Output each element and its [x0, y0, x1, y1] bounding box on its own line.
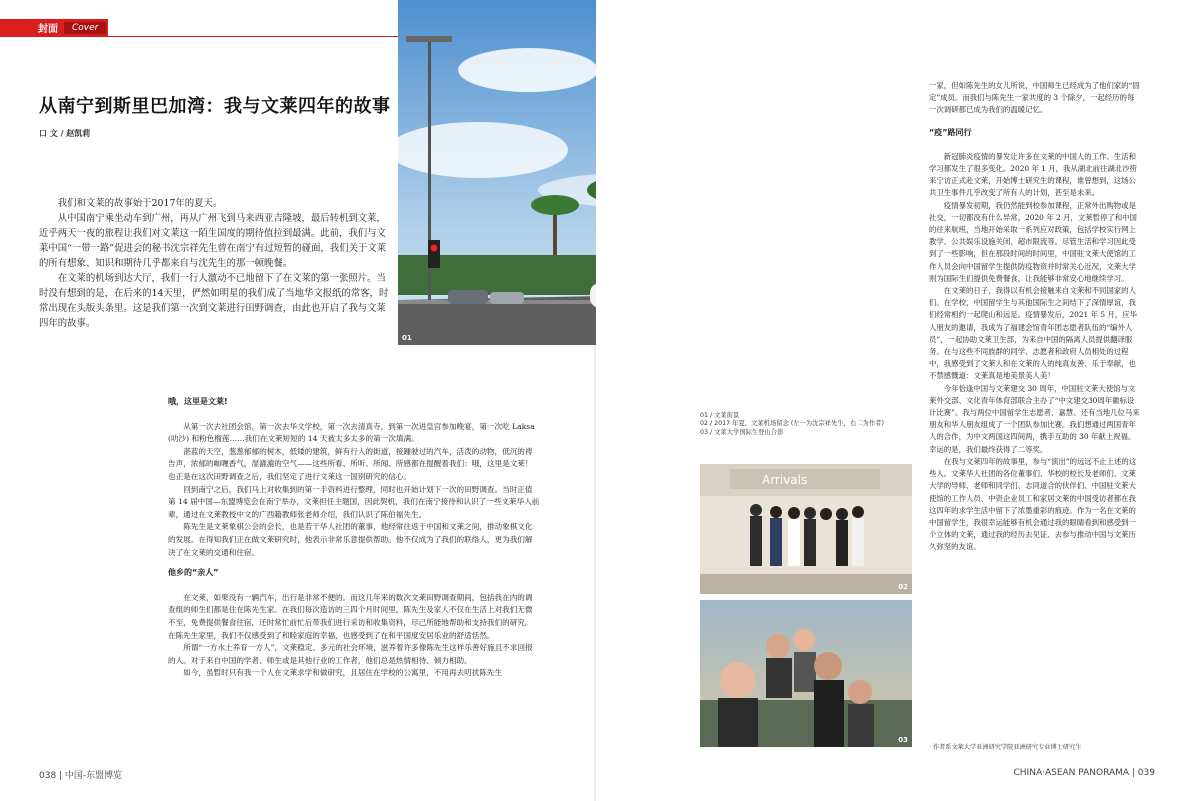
body-paragraph: 回到南宁之后，我们马上对收集到的第一手资料进行整理，同时也开始计划下一次的田野调查。当时正值第 14 届中国—东盟博览会在南宁举办，文莱担任主题国，因此契机，我们在南宁接待和认识了一些文莱华人前辈，通过在文莱教授中文的广西籍教师张老师介绍，我们认识了陈伯福先生。 [168, 484, 540, 519]
body-paragraph: 在文莱，如果没有一辆汽车，出行是非常不便的。而这几年来的数次文莱田野调查期间，包括我在内的调查组的师生们都是住在陈先生家。在我们每次造访的三四个月时间里，陈先生及家人不仅在生活上对我们无微不至，免费提供餐食住宿，还时常忙前忙后带我们进行采访和收集资料，尽己所能地帮助和支持我们的研究。在陈先生家里，我们不仅感受到了和睦家庭的幸福，也感受到了在和平国度安居乐业的舒适恬然。 [168, 592, 533, 640]
photo-airport-group [700, 464, 912, 594]
subheading: 哦，这里是文莱! [168, 397, 228, 406]
body-column-right [929, 80, 1141, 554]
caption-line: 03 / 文莱大学国际生登山合影 [700, 428, 784, 436]
body-paragraph: 疫情暴发初期，我仍然能到校参加课程，正常外出购物或是社交，一切都没有什么异常。2020 年 2 月，文莱暂停了和中国的往来航班，当地开始采取一系列应对政策，包括学校实行网上教学、公共娱乐设施关闭、超市限流等。尽管生活和学习因此受到了一些影响，但在那段时间的时间里，中国驻文莱大使馆的工作人员会向中国留学生提供防疫物资并时常关心近况，文莱大学则为国际生们提供免费餐食，让我能够非常安心地继续学习。 [929, 200, 1137, 283]
intro-paragraph: 从中国南宁乘坐动车到广州，再从广州飞到马来西亚吉隆坡，最后转机到文莱，近乎两天一夜的旅程让我们对文莱这一陌生国度的期待值拉到最满。此前，我们与文莱中国“一带一路”促进会的秘书沈宗祥先生曾在南宁有过短暂的碰面，我们关于文莱的所有想象、知识和期待几乎都来自与沈先生的那一顿晚餐。 [39, 213, 387, 269]
article-title: 从南宁到斯里巴加湾：我与文莱四年的故事 [39, 96, 391, 117]
airport-group-illustration [700, 464, 912, 594]
body-paragraph: 在文莱的日子，我得以有机会接触来自文莱和不同国家的人们。在学校，中国留学生与其他国际生之间结下了深情厚谊，我们经常相约一起爬山和远足。疫情暴发后，2021 年 5 月，应华人朋友的邀请，我成为了福建会馆青年团志愿者队伍的“编外人员”，一起协助文莱卫生部，为来自中国的隔离人员提供翻译服务。在与这些不同族群的同学、志愿者和政府人员相处的过程中，我感受到了文莱人和在文莱的人的纯真友善、乐于奉献，也不禁感慨道：文莱真是地美景美人美！ [929, 286, 1137, 381]
section-rule [0, 36, 400, 37]
article-byline: 口 文 / 赵凯莉 [39, 129, 91, 138]
body-paragraph: 从第一次去社团会馆，第一次去华文学校，第一次去清真寺，到第一次进皇宫参加晚宴，第一次吃 Laksa (叻沙) 和粉色榴莲……我们在文莱短短的 14 天被太多太多的第一次填满。 [168, 421, 535, 444]
body-paragraph: 所谓“一方水土养育一方人”，文莱稳定、多元的社会环境，滋养着许多像陈先生这样乐善好施且不求回报的人。对于来自中国的学者、师生或是其他行业的工作者，他们总是热情相待、倾力相助。 [168, 643, 533, 665]
body-paragraph: 一家，但如陈先生的女儿所说，中国师生已经成为了他们家的“固定”成员。而我们与陈先生一家共度的 3 个除夕，一起经历的每一次调研都已成为我们的温暖记忆。 [929, 81, 1140, 115]
author-note [929, 742, 1141, 751]
photo-captions [700, 412, 884, 437]
caption-line: 02 / 2017 年夏，文莱机场留念 (左一为沈宗祥先生，右二为作者) [700, 420, 884, 428]
author-note-text: · 作者系文莱大学亚洲研究学院亚洲研究专业博士研究生 [929, 744, 1082, 751]
section-tag-en: Cover [64, 22, 106, 34]
page-footer-left: 038 | 中国-东盟博览 [39, 771, 123, 781]
subheading: 他乡的“亲人” [168, 568, 219, 578]
right-page [596, 0, 1191, 801]
intro-paragraph: 我们和文莱的故事始于2017年的夏天。 [57, 198, 223, 209]
photo-number: 02 [898, 583, 908, 591]
intro-text [39, 196, 391, 331]
page-footer-right: CHINA·ASEAN PANORAMA | 039 [1013, 768, 1155, 778]
body-paragraph: 新冠肺炎疫情的暴发让许多在文莱的中国人的工作、生活和学习都发生了很多变化。2020 年 1 月，我从湖北前往湖北沙捞来宁访正式赴文莱，开始博士研究生的课程，谁曾想到，这场公共卫生事件几乎改变了所有人的计划，甚至是未来。 [929, 151, 1137, 198]
section-tag [0, 19, 108, 36]
intro-paragraph: 在文莱的机场到达大厅，我们一行人激动不已地留下了在文莱的第一张照片。当时没有想到的是，在后来的14天里，俨然如明星的我们成了当地华文报纸的常客，时常出现在头版头条里。这是我们第一次到文莱进行田野调查，由此也开启了我与文莱四年的故事。 [39, 273, 389, 329]
photo-number: 03 [898, 736, 908, 744]
body-paragraph: 湛蓝的天空，葱葱郁郁的树木，低矮的建筑，鲜有行人的街道，接踵驶过的汽车，活泼的动物，低沉的祷告声，浓郁的咖喱香气，湿漉漉的空气——这些所看、所听、所闻、所感都在提醒着我们：哦，这里是文莱！也正是在这次田野调查之后，我们坚定了进行文莱这一国别研究的信心。 [168, 446, 533, 481]
body-paragraph: 陈先生是文莱象棋公会的会长，也是若干华人社团的董事，他经常往返于中国和文莱之间，推动象棋文化的发展。在得知我们正在做文莱研究时，他表示非常乐意提供帮助。他不仅成为了我们的联络人，更为我们解决了在文莱的交通和住宿。 [168, 522, 533, 557]
body-paragraph: 今年恰逢中国与文莱建交 30 周年，中国驻文莱大使馆与文莱外交部、文化青年体育部联合主办了“中文建交30周年徽标设计比赛”。我与两位中国留学生志愿者、嘉慧、还有当地几位马来朋友和华人朋友组成了一个团队参加比赛。我们想通过两国青年人的合作，为中文两国这四间两，携手互助的 30 年献上祝福。幸运的是，我们最终获得了二等奖。 [929, 383, 1140, 454]
body-paragraph: 如今，虽暂时只有我一个人在文莱求学和做研究，且居住在学校的公寓里，不用再去叨扰陈先生 [183, 668, 503, 678]
body-column-left [168, 396, 540, 680]
body-paragraph: 在我与文莱四年的故事里，参与“演出”的远远不止上述的这些人。文莱华人社团的各位董事们、华校的校长及老师们、文莱大学的导师、老师和同学们、志同道合的伙伴们、中国驻文莱大使馆的工作人员、中资企业员工和家居文莱的中国受访者都在我这四年的求学生活中留下了浓墨重彩的痕迹。作为一名在文莱的中国留学生，我很幸运能够有机会通过我的眼睛看到和感受到一个立体的文莱，通过我的经历去见证、去参与推动中国与文莱历久弥坚的友谊。 [929, 456, 1137, 552]
caption-line: 01 / 文莱街景 [700, 412, 740, 419]
photo-hiking-group [700, 600, 912, 747]
hiking-group-illustration [700, 600, 912, 747]
section-tag-zh: 封面 [38, 24, 58, 35]
arrivals-sign-text: Arrivals [762, 473, 808, 487]
photo-number: 01 [402, 334, 412, 342]
subheading: “疫”路同行 [929, 127, 972, 137]
